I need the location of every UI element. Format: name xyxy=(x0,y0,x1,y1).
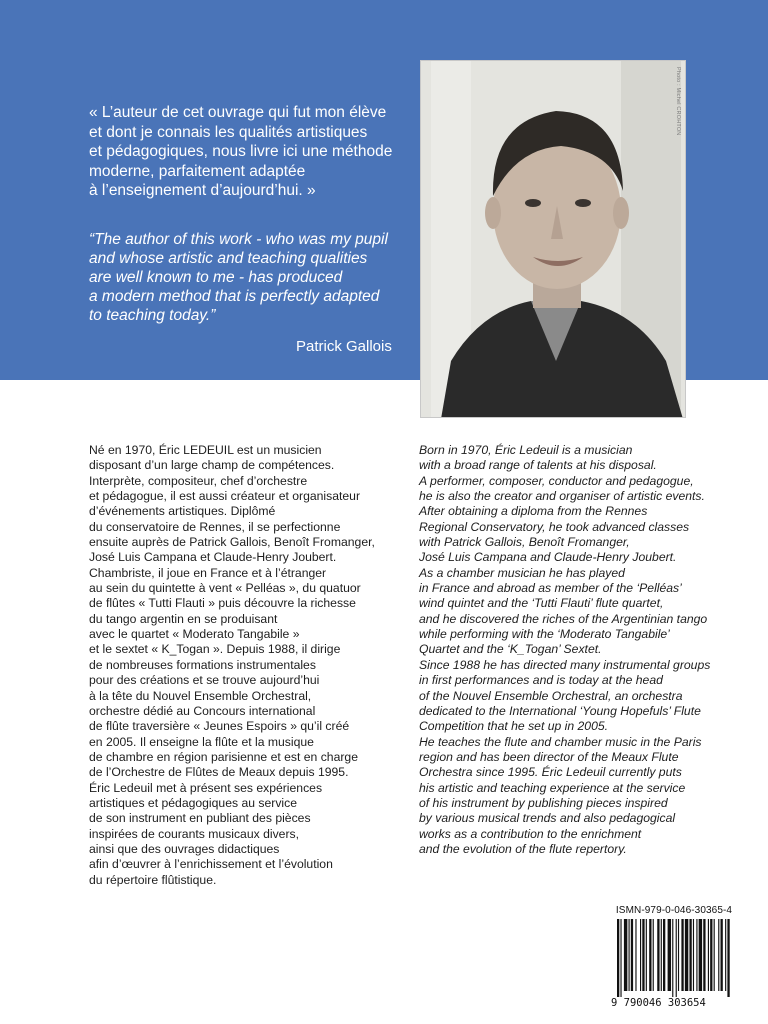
biography-french-line: afin d’œuvrer à l’enrichissement et l’évolution xyxy=(89,857,333,872)
barcode-bar xyxy=(624,919,627,991)
barcode-block xyxy=(611,905,737,1011)
biography-english-line: by various musical trends and also pedagogical xyxy=(419,811,676,826)
biography-english-line: Born in 1970, Éric Ledeuil is a musician xyxy=(419,443,633,457)
biography-english-line: After obtaining a diploma from the Rennes xyxy=(419,504,648,519)
barcode-bar xyxy=(653,919,654,991)
biography-english-line: Competition that he set up in 2005. xyxy=(419,719,609,734)
ismn-number: ISMN-979-0-046-30365-4 xyxy=(615,905,733,916)
barcode-bar xyxy=(685,919,688,991)
barcode-bar xyxy=(646,919,647,991)
photo-credit: Photo : Michel CROHTON xyxy=(675,67,681,136)
barcode-bar xyxy=(727,919,729,997)
quote-author: Patrick Gallois xyxy=(296,338,392,355)
biography-french-line: du conservatoire de Rennes, il se perfectionne xyxy=(89,519,341,534)
barcode-bar xyxy=(617,919,619,997)
quote-english-line: are well known to me - has produced xyxy=(89,269,343,286)
biography-french-line: en 2005. Il enseigne la flûte et la musique xyxy=(89,734,314,749)
biography-french-line: d’événements artistiques. Diplômé xyxy=(89,504,276,519)
biography-english-line: in first performances and is today at the head xyxy=(419,673,663,688)
barcode-bar xyxy=(699,919,702,991)
barcode-digits: 9 790046 303654 xyxy=(611,997,706,1009)
barcode-bar xyxy=(708,919,709,991)
quote-french-line: et pédagogiques, nous livre ici une méthode xyxy=(89,143,393,160)
barcode-bar xyxy=(620,919,621,997)
biography-french-line: et pédagogue, il est aussi créateur et organisateur xyxy=(89,489,361,504)
biography-french-line: artistiques et pédagogiques au service xyxy=(89,795,297,810)
barcode-bar xyxy=(718,919,719,991)
biography-french-line: Interprète, compositeur, chef d’orchestre xyxy=(89,473,308,488)
biography-french xyxy=(89,443,409,888)
biography-french-line: et le sextet « K_Togan ». Depuis 1988, il dirige xyxy=(89,642,341,657)
quote-english xyxy=(89,230,419,325)
barcode-bar xyxy=(703,919,705,991)
biography-english-line: in France and abroad as member of the ‘Pelléas’ xyxy=(419,581,682,596)
biography-english-line: with a broad range of talents at his disposal. xyxy=(419,458,657,473)
biography-english-line: Since 1988 he has directed many instrumental groups xyxy=(419,657,711,672)
barcode-bar xyxy=(696,919,697,991)
quote-english-line: to teaching today.” xyxy=(89,307,216,324)
biography-french-line: du répertoire flûtistique. xyxy=(89,872,217,887)
biography-english-line: he is also the creator and organiser of artistic events. xyxy=(419,489,705,504)
biography-english-line: Quartet and the ‘K_Togan’ Sextet. xyxy=(419,642,602,657)
biography-french-line: de flûte traversière « Jeunes Espoirs » qu’il créé xyxy=(89,719,350,734)
barcode-bar xyxy=(642,919,644,991)
biography-english-line: works as a contribution to the enrichment xyxy=(419,826,642,841)
biography-english-line: and he discovered the riches of the Argentinian tango xyxy=(419,611,708,626)
biography-french-line: ainsi que des ouvrages didactiques xyxy=(89,841,280,856)
barcode-bar xyxy=(661,919,662,991)
barcode-bar xyxy=(672,919,673,997)
biography-french-line: orchestre dédié au Concours international xyxy=(89,703,316,718)
biography-french-line: de flûtes « Tutti Flauti » puis découvre la richesse xyxy=(89,596,356,611)
biography-french-line: de chambre en région parisienne et est en charge xyxy=(89,749,358,764)
biography-french-line: José Luis Campana et Claude-Henry Joubert. xyxy=(89,550,337,565)
barcode-bar xyxy=(678,919,679,991)
barcode-bar xyxy=(681,919,683,991)
barcode-bar xyxy=(725,919,726,991)
barcode-bar xyxy=(693,919,694,991)
biography-french-line: Éric Ledeuil met à présent ses expériences xyxy=(89,780,323,795)
biography-french-line: de son instrument en publiant des pièces xyxy=(89,811,311,826)
biography-english-line: A performer, composer, conductor and pedagogue, xyxy=(419,473,694,488)
author-portrait-photo xyxy=(420,60,686,418)
biography-french-line: de l’Orchestre de Flûtes de Meaux depuis 1995. xyxy=(89,765,349,780)
quote-french-line: moderne, parfaitement adaptée xyxy=(89,162,306,180)
biography-english-line: Regional Conservatory, he took advanced classes xyxy=(419,519,690,534)
biography-english xyxy=(419,443,719,857)
barcode-bar xyxy=(689,919,691,991)
quote-english-line: a modern method that is perfectly adapted xyxy=(89,288,380,305)
biography-english-line: and the evolution of the flute repertory. xyxy=(419,841,627,856)
barcode-bar xyxy=(676,919,677,997)
biography-french-line: inspirées de courants musicaux divers, xyxy=(89,826,299,841)
barcode-bar xyxy=(631,919,633,991)
quote-english-line: “The author of this work - who was my pupil xyxy=(89,231,388,248)
biography-french-line: Chambriste, il joue en France et à l’étranger xyxy=(89,565,327,580)
biography-french-line: du tango argentin en se produisant xyxy=(89,611,278,626)
barcode-bar xyxy=(663,919,665,991)
barcode-bar xyxy=(668,919,671,991)
biography-english-line: region and has been director of the Meaux Flute xyxy=(419,749,679,764)
biography-english-line: As a chamber musician he has played xyxy=(419,565,625,580)
biography-french-line: au sein du quintette à vent « Pelléas », du quatuor xyxy=(89,581,361,596)
barcode-bar xyxy=(629,919,630,991)
biography-english-line: of the Nouvel Ensemble Orchestral, an orchestra xyxy=(419,688,683,703)
biography-english-line: while performing with the ‘Moderato Tangabile’ xyxy=(419,627,670,642)
quote-french-line: et dont je connais les qualités artistiques xyxy=(89,123,368,141)
barcode-bar xyxy=(721,919,723,991)
barcode-bar xyxy=(640,919,641,991)
biography-french-line: à la tête du Nouvel Ensemble Orchestral, xyxy=(89,688,312,703)
quote-french-line: « L’auteur de cet ouvrage qui fut mon élève xyxy=(89,104,387,121)
barcode-bar xyxy=(635,919,636,991)
barcode-bar xyxy=(714,919,715,991)
biography-english-line: He teaches the flute and chamber music in the Paris xyxy=(419,734,702,749)
biography-french-line: pour des créations et se trouve aujourd’hui xyxy=(89,673,320,688)
biography-french-line: Né en 1970, Éric LEDEUIL est un musicien xyxy=(89,443,322,457)
biography-french-line: de nombreuses formations instrumentales xyxy=(89,657,316,672)
quote-french-line: à l’enseignement d’aujourd’hui. » xyxy=(89,182,316,199)
barcode-bar xyxy=(710,919,712,991)
biography-french-line: ensuite auprès de Patrick Gallois, Benoît Fromanger, xyxy=(89,535,375,550)
barcode-bar xyxy=(649,919,651,991)
barcode-bar xyxy=(657,919,659,991)
biography-english-line: of his instrument by publishing pieces inspired xyxy=(419,795,668,810)
quote-french xyxy=(89,103,419,201)
biography-english-line: dedicated to the International ‘Young Hopefuls’ Flute xyxy=(419,703,701,718)
quote-english-line: and whose artistic and teaching qualities xyxy=(89,250,368,267)
biography-english-line: Orchestra since 1995. Éric Ledeuil currently puts xyxy=(419,765,682,780)
biography-english-line: with Patrick Gallois, Benoît Fromanger, xyxy=(419,535,630,550)
biography-french-line: avec le quartet « Moderato Tangabile » xyxy=(89,627,300,642)
biography-english-line: his artistic and teaching experience at the service xyxy=(419,780,686,795)
biography-french-line: disposant d’un large champ de compétences. xyxy=(89,458,335,473)
biography-english-line: José Luis Campana and Claude-Henry Joubert. xyxy=(419,550,677,565)
biography-english-line: wind quintet and the ‘Tutti Flauti’ flute quartet, xyxy=(419,596,664,611)
barcode-image xyxy=(611,919,737,997)
portrait-illustration xyxy=(421,61,686,418)
